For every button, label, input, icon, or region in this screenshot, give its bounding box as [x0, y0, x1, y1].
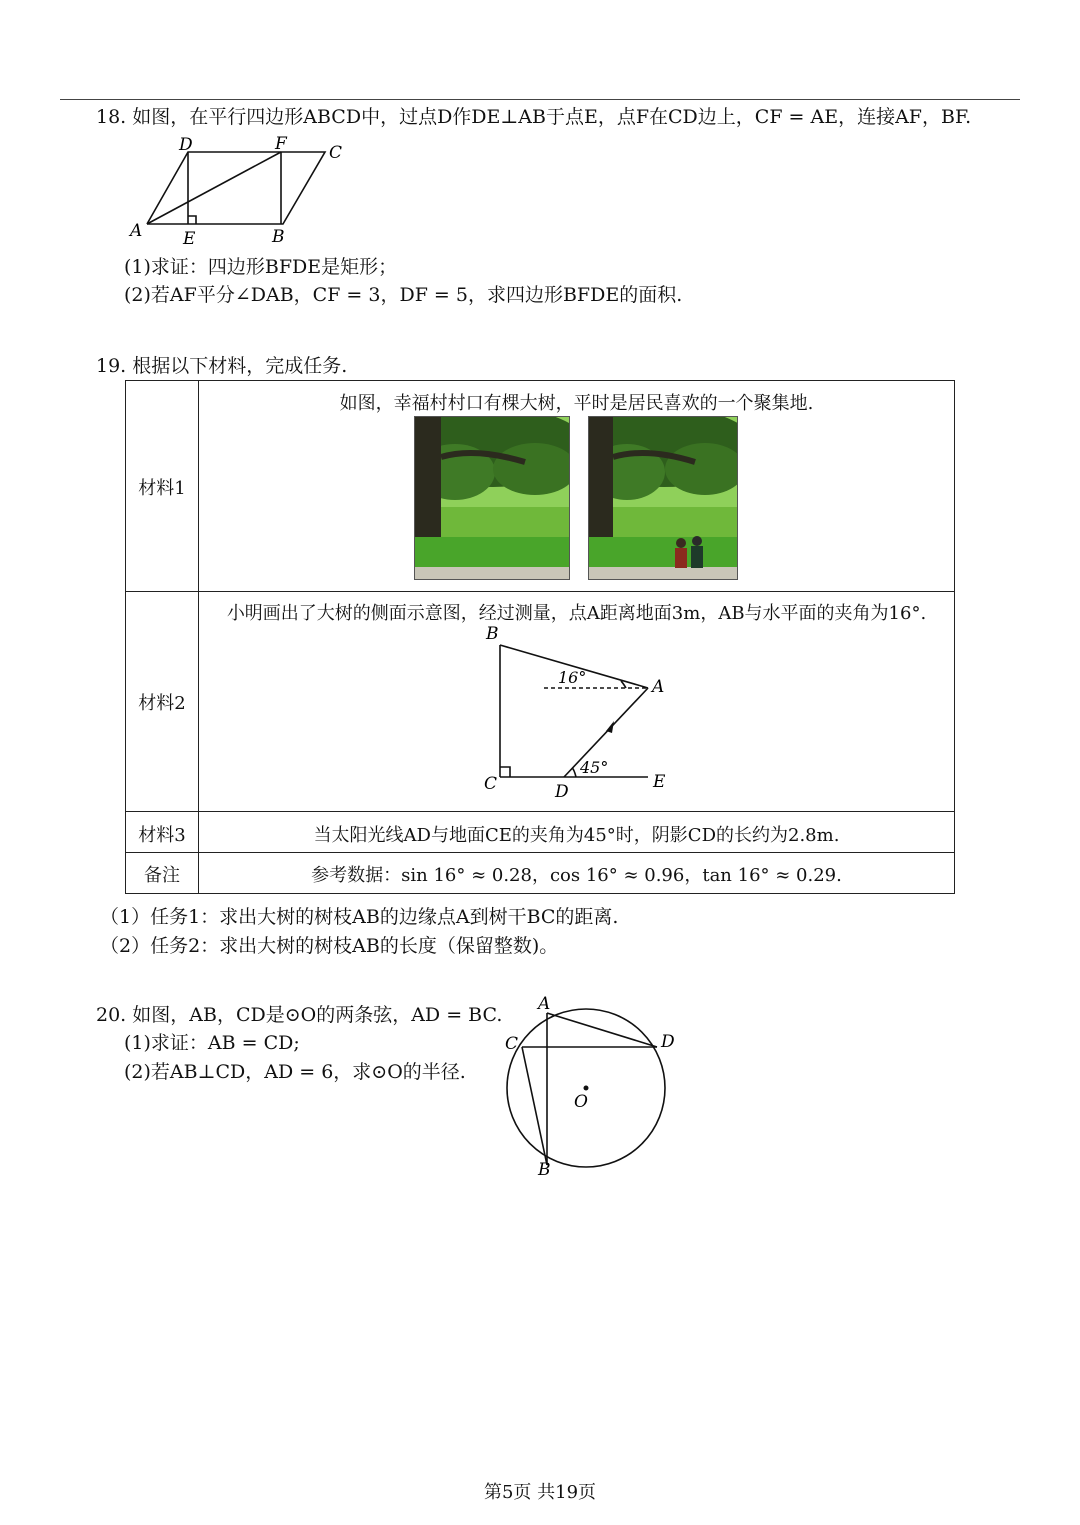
tree-photo-with-people — [588, 416, 738, 580]
q18-stem: 18. 如图，在平行四边形ABCD中，过点D作DE⊥AB于点E，点F在CD边上，CF = AE，连接AF，BF. — [96, 106, 972, 128]
note-label: 备注 — [144, 865, 180, 886]
circle-label-B: B — [538, 1160, 551, 1180]
q18-part1: (1)求证：四边形BFDE是矩形； — [124, 256, 398, 278]
branch-label-A: A — [652, 677, 665, 697]
q20-part1: (1)求证：AB = CD; — [124, 1032, 300, 1054]
angle-45-label: 45° — [580, 758, 609, 777]
material2-text: 小明画出了大树的侧面示意图，经过测量，点A距离地面3m，AB与水平面的夹角为16°. — [226, 603, 927, 624]
material1-label: 材料1 — [138, 478, 186, 499]
branch-label-B: B — [486, 624, 499, 644]
branch-label-C: C — [484, 774, 498, 794]
q19-stem: 19. 根据以下材料，完成任务. — [96, 355, 348, 377]
circle-label-D: D — [661, 1032, 675, 1052]
branch-label-D: D — [555, 782, 569, 801]
q18-label-B: B — [272, 227, 285, 247]
q20-stem: 20. 如图，AB，CD是⊙O的两条弦，AD = BC. — [96, 1004, 503, 1026]
q18-label-F: F — [275, 134, 287, 154]
material3-label: 材料3 — [138, 825, 186, 846]
note-text: 参考数据：sin 16° ≈ 0.28，cos 16° ≈ 0.96，tan 16° ≈ 0.29. — [311, 865, 842, 886]
table-divider — [126, 591, 954, 592]
table-divider — [198, 381, 199, 893]
q20-part2: (2)若AB⊥CD，AD = 6，求⊙O的半径. — [124, 1061, 466, 1083]
material3-text: 当太阳光线AD与地面CE的夹角为45°时，阴影CD的长约为2.8m. — [313, 825, 840, 846]
q18-label-D: D — [179, 135, 193, 155]
q18-label-A: A — [130, 221, 143, 241]
q18-label-C: C — [329, 143, 343, 163]
angle-16-label: 16° — [558, 668, 587, 687]
q19-task2: （2）任务2：求出大树的树枝AB的长度（保留整数)。 — [100, 935, 559, 957]
material2-label: 材料2 — [138, 693, 186, 714]
tree-photo — [414, 416, 570, 580]
table-divider — [126, 852, 954, 853]
q18-label-E: E — [183, 229, 196, 249]
circle-label-A: A — [538, 995, 551, 1014]
circle-label-C: C — [505, 1034, 519, 1054]
q20-circle-figure — [495, 995, 695, 1185]
top-rule — [60, 99, 1020, 100]
table-divider — [126, 811, 954, 812]
branch-label-E: E — [653, 772, 666, 792]
tree-branch-diagram — [476, 621, 676, 801]
q18-part2: (2)若AF平分∠DAB，CF = 3，DF = 5，求四边形BFDE的面积. — [124, 284, 683, 306]
circle-label-O: O — [574, 1092, 588, 1112]
materials-table — [125, 380, 955, 894]
page-footer: 第5页 共19页 — [483, 1482, 597, 1503]
q19-task1: （1）任务1：求出大树的树枝AB的边缘点A到树干BC的距离. — [100, 906, 619, 928]
material1-text: 如图，幸福村村口有棵大树，平时是居民喜欢的一个聚集地. — [339, 393, 814, 414]
q18-parallelogram-figure — [120, 132, 360, 250]
